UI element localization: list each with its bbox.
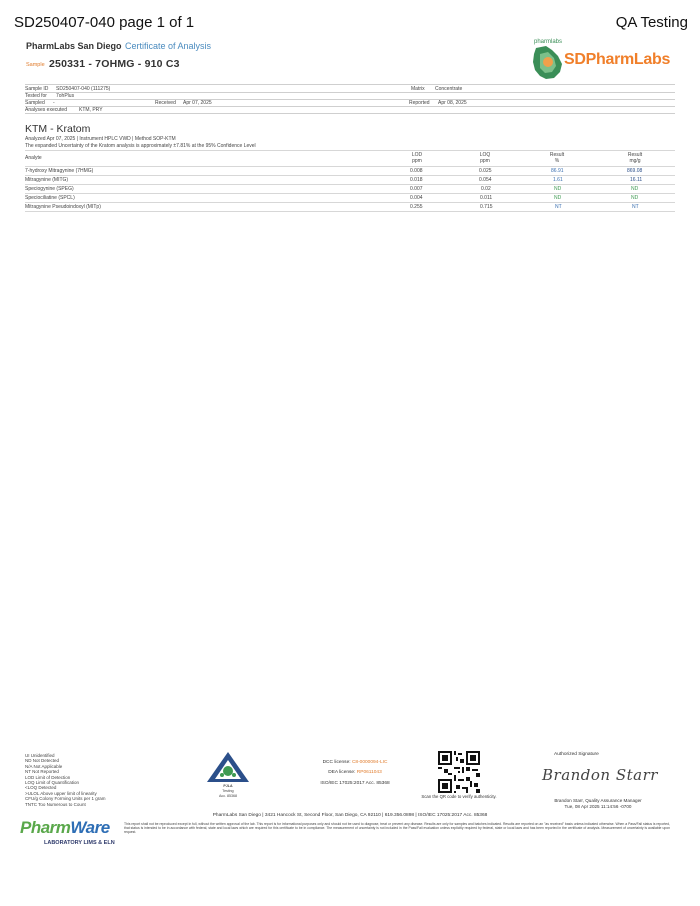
lod-value: 0.018 <box>410 177 423 183</box>
header-loq <box>473 153 497 164</box>
signer-name-title: Brandon Starr, Quality Assurance Manager <box>554 798 642 803</box>
legend-item: >ULOL Above upper limit of linearity <box>25 790 97 796</box>
analyses-value: KTM, PRY <box>79 107 103 113</box>
analysis-details: Analyzed Apr 07, 2025 | Instrument HPLC VWD | Method SOP-KTM <box>25 136 176 142</box>
authorized-signature-heading: Authorized Signature <box>554 752 599 757</box>
result-mg-value: NT <box>632 204 639 210</box>
sampled-value: - <box>53 100 55 106</box>
sample-name: 250331 - 7OHMG - 910 C3 <box>49 58 180 70</box>
result-pct-value: 86.91 <box>551 168 564 174</box>
header-result-mg-label: Result <box>627 152 643 158</box>
logo-small-text: pharmlabs <box>534 39 563 45</box>
abbreviation-legend <box>25 753 106 807</box>
header-analyte: Analyte <box>25 155 42 161</box>
sdpharmlabs-logo <box>528 40 678 82</box>
document-id: SD250407-040 page 1 of 1 <box>14 14 195 31</box>
pjla-triangle-icon <box>205 750 251 784</box>
legend-item: NT Not Reported <box>25 769 59 775</box>
reported-value: Apr 08, 2025 <box>438 100 467 106</box>
header-lod <box>405 153 429 164</box>
reported-label: Reported <box>409 100 430 106</box>
lab-name: PharmLabs San Diego <box>26 41 122 51</box>
coa-title: Certificate of Analysis <box>125 41 212 51</box>
pharmware-name-b: Ware <box>70 818 110 837</box>
table-row <box>25 176 675 184</box>
qa-testing-label: QA Testing <box>615 14 688 31</box>
footer-disclaimer: This report shall not be reproduced except in full, without the written approval of the lab. This report is for informational purposes only and should not be used to diagnose, treat or prevent any disease. Results are only for samples and batches indicated. Results are reported on an "as received" basis unless indicated otherwise. When a Pass/Fail status is reported, that status is intended to be in accordance with federal, state and local laws which are required for this certificate to be in compliance. The measurement of uncertainty is not included in the Pass/Fail evaluation unless explicitly required by federal, state or local laws and has been reported in the certificate of analysis. Measurement of uncertainty is available upon request. <box>124 822 670 835</box>
legend-item: <LOQ Detected <box>25 785 57 791</box>
received-value: Apr 07, 2025 <box>183 100 212 106</box>
analyte-name: Mitragynine Pseudoindoxyl (MITp) <box>25 204 101 210</box>
analyte-name: Speciogynine (SPEG) <box>25 186 74 192</box>
legend-item: TNTC Too Numerous to Count <box>25 801 86 807</box>
pharmware-logo <box>20 818 115 850</box>
header-loq-label: LOQ <box>479 152 491 158</box>
california-map-icon <box>528 42 568 82</box>
verification-qr-code[interactable] <box>438 751 480 793</box>
table-row <box>25 194 675 202</box>
divider <box>25 211 675 212</box>
handwritten-signature: Brandon Starr <box>542 766 658 784</box>
header-lod-label: LOD <box>411 152 423 158</box>
page-top-bar <box>10 14 690 34</box>
legend-item: LOQ Limit of Quantification <box>25 780 80 786</box>
legend-item: CFU/g Colony Forming Units per 1 gram <box>25 796 106 802</box>
pjla-accreditation-number: Acc. 85368 <box>219 794 237 798</box>
tested-for-value: 7ohPlus <box>56 93 75 99</box>
analyte-name: Speciociliatine (SPCL) <box>25 195 75 201</box>
lod-value: 0.008 <box>410 168 423 174</box>
section-title: KTM - Kratom <box>25 123 91 135</box>
pjla-accreditation-badge <box>205 750 251 802</box>
pjla-label: PJLA <box>223 784 233 788</box>
analyte-name: 7-hydroxy Mitragynine (7HMG) <box>25 168 94 174</box>
analyte-name: Mitragynine (MITG) <box>25 177 69 183</box>
license-block <box>300 758 410 789</box>
result-mg-value: 16.11 <box>630 177 643 183</box>
header-lod-unit: ppm <box>412 157 422 164</box>
footer-address: PharmLabs San Diego | 3421 Hancock St, Second Floor, San Diego, CA 92110 | 619.356.0898 | ISO/IEC 17025:2017 Acc. 85368 <box>212 813 488 818</box>
legend-item: N/A Not Applicable <box>25 763 63 769</box>
legend-item: ND Not Detected <box>25 758 60 764</box>
dea-license-label: DEA license: <box>328 770 356 776</box>
result-pct-value: NT <box>555 204 562 210</box>
sample-id-value: SD250407-040 (111275) <box>56 86 111 92</box>
loq-value: 0.011 <box>480 195 493 201</box>
pharmware-tagline: LABORATORY LIMS & ELN <box>44 840 115 846</box>
loq-value: 0.025 <box>479 168 492 174</box>
analyses-label: Analyses executed <box>25 107 67 113</box>
result-mg-value: ND <box>631 186 639 192</box>
sampled-label: Sampled <box>25 100 45 106</box>
signer-block <box>528 798 668 809</box>
lod-value: 0.255 <box>410 204 423 210</box>
sample-label: Sample <box>26 62 45 68</box>
matrix-label: Matrix <box>411 86 425 92</box>
table-row <box>25 185 675 193</box>
iso-accreditation: ISO/IEC 17025:2017 Acc. 85368 <box>320 780 390 786</box>
result-mg-value: 869.08 <box>627 168 643 174</box>
pjla-testing-label: Testing <box>222 789 234 793</box>
divider <box>25 84 675 85</box>
table-row <box>25 167 675 175</box>
loq-value: 0.054 <box>479 177 492 183</box>
loq-value: 0.715 <box>480 204 493 210</box>
lod-value: 0.004 <box>410 195 423 201</box>
loq-value: 0.02 <box>481 186 491 192</box>
header-result-pct-unit: % <box>554 157 560 164</box>
dcc-license <box>300 758 410 768</box>
header-result-pct-label: Result <box>549 152 565 158</box>
header-result-pct <box>545 153 569 164</box>
received-label: Received <box>155 100 176 106</box>
dcc-license-value: C8-0000094-LIC <box>351 760 388 765</box>
header-result-mg-unit: mg/g <box>629 157 641 164</box>
divider <box>25 113 675 114</box>
pharmware-wordmark <box>20 818 110 838</box>
divider <box>25 150 675 151</box>
uncertainty-note: The expanded Uncertainty of the Kratom analysis is approximately ±7.81% at the 95% Confidence Level <box>25 143 256 149</box>
header-loq-unit: ppm <box>480 157 490 164</box>
dcc-license-label: DCC license: <box>322 760 351 765</box>
tested-for-label: Tested for <box>25 93 47 99</box>
result-pct-value: ND <box>554 186 562 192</box>
header-result-mg <box>623 153 647 164</box>
legend-item: UI Unidentified <box>25 753 55 758</box>
result-pct-value: ND <box>554 195 562 201</box>
legend-item: LOD Limit of Detection <box>25 774 71 780</box>
sample-id-label: Sample ID <box>25 86 49 92</box>
signature-timestamp: Tue, 08 Apr 2025 11:14:56 -0700 <box>564 803 632 809</box>
table-row <box>25 203 675 211</box>
matrix-value: Concentrate <box>435 86 463 92</box>
dea-license-value: RP0611043 <box>356 770 382 776</box>
qr-caption: Scan the QR code to verify authenticity. <box>421 794 497 799</box>
pharmware-name-a: Pharm <box>20 818 71 837</box>
logo-text: SDPharmLabs <box>564 51 671 68</box>
result-pct-value: 1.61 <box>553 177 563 183</box>
result-mg-value: ND <box>631 195 639 201</box>
lod-value: 0.007 <box>410 186 423 192</box>
dea-license <box>300 768 410 778</box>
